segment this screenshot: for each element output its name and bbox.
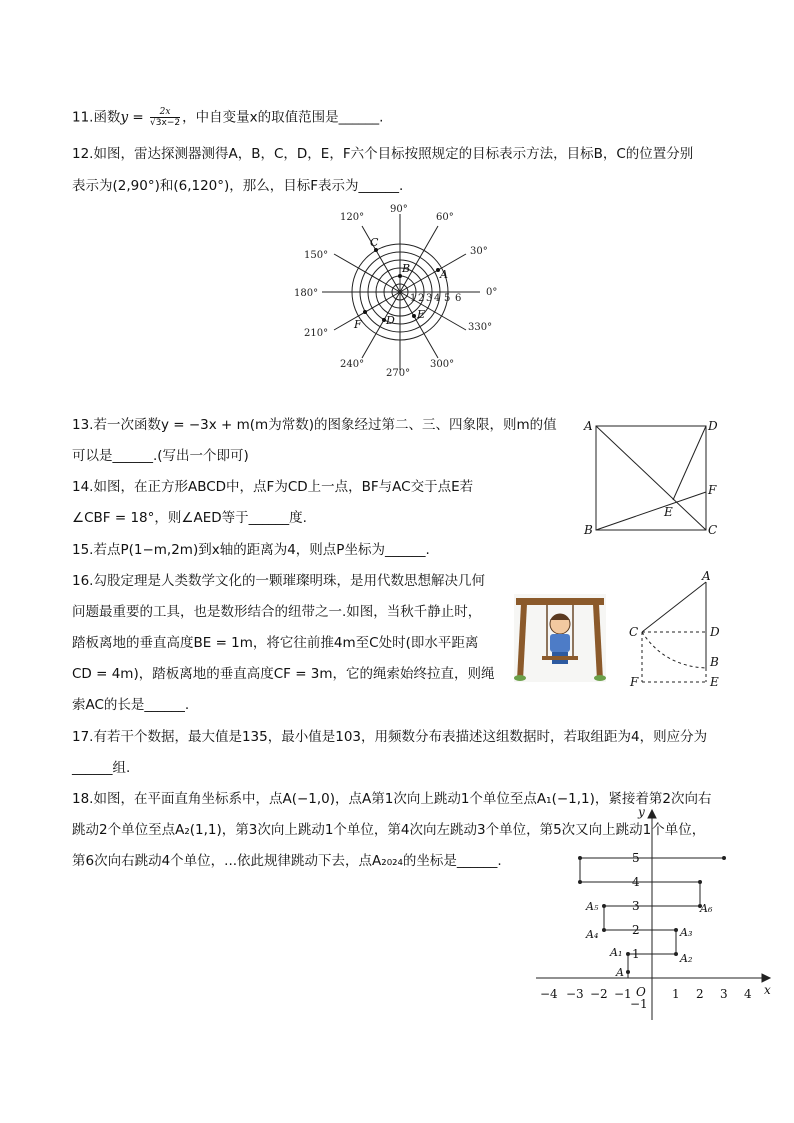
radar-diagram bbox=[290, 200, 510, 380]
q11-numerator: 2x bbox=[150, 107, 180, 118]
ytick-3: 3 bbox=[632, 899, 640, 913]
pt-A: A bbox=[616, 966, 624, 979]
q15-line: 15.若点P(1−m,2m)到x轴的距离为4，则点P坐标为______. bbox=[72, 542, 430, 558]
angle-0: 0° bbox=[486, 287, 498, 298]
angle-210: 210° bbox=[304, 328, 329, 339]
angle-180: 180° bbox=[294, 288, 319, 299]
q16-line-4: CD = 4m)，踏板离地的垂直高度CF = 3m，它的绳索始终拉直，则绳 bbox=[72, 666, 495, 682]
ring-5: 5 bbox=[444, 293, 451, 304]
point-E: E bbox=[417, 308, 426, 321]
q18-line-3: 第6次向右跳动4个单位，...依此规律跳动下去，点A₂₀₂₄的坐标是______. bbox=[72, 853, 502, 869]
angle-120: 120° bbox=[340, 212, 365, 223]
sw-label-C: C bbox=[629, 625, 639, 639]
pt-A4: A₄ bbox=[586, 928, 599, 941]
origin-label: O bbox=[636, 985, 646, 999]
sw-label-D: D bbox=[710, 625, 720, 639]
q16-line-5: 索AC的长是______. bbox=[72, 697, 190, 713]
ring-3: 3 bbox=[426, 293, 433, 304]
q14-line-1: 14.如图，在正方形ABCD中，点F为CD上一点，BF与AC交于点E若 bbox=[72, 479, 474, 495]
sq-label-A: A bbox=[584, 419, 593, 433]
q13-line-2: 可以是______.(写出一个即可) bbox=[72, 448, 249, 464]
swing-illustration bbox=[514, 594, 606, 682]
ytick-5: 5 bbox=[632, 851, 640, 865]
angle-330: 330° bbox=[468, 322, 493, 333]
xtick-2: 2 bbox=[696, 987, 704, 1001]
ring-2: 2 bbox=[418, 293, 425, 304]
angle-60: 60° bbox=[436, 212, 454, 223]
q14-line-2: ∠CBF = 18°，则∠AED等于______度. bbox=[72, 510, 307, 526]
sw-label-A: A bbox=[702, 569, 711, 583]
q11-text: ，中自变量x的取值范围是______. bbox=[182, 109, 384, 126]
q16-line-1: 16.勾股定理是人类数学文化的一颗璀璨明珠，是用代数思想解决几何 bbox=[72, 573, 485, 589]
pt-A3: A₃ bbox=[680, 926, 693, 939]
sw-label-B: B bbox=[710, 655, 719, 669]
axis-y-label: y bbox=[638, 805, 645, 819]
q13-line-1: 13.若一次函数y = −3x + m(m为常数)的图象经过第二、三、四象限，则m的值 bbox=[72, 417, 557, 433]
q11-eq: = bbox=[128, 109, 149, 126]
angle-30: 30° bbox=[470, 246, 488, 257]
square-diagram bbox=[582, 416, 722, 540]
q12-line-2: 表示为(2,90°)和(6,120°)，那么，目标F表示为______. bbox=[72, 178, 404, 194]
point-D: D bbox=[386, 314, 395, 327]
sq-label-C: C bbox=[708, 523, 718, 537]
swing-geometry bbox=[624, 568, 724, 692]
q17-line-1: 17.有若干个数据，最大值是135，最小值是103，用频数分布表描述这组数据时，若取组距为4，则应分为 bbox=[72, 729, 708, 745]
pt-A2: A₂ bbox=[680, 952, 693, 965]
pt-A1: A₁ bbox=[610, 946, 623, 959]
ring-6: 6 bbox=[455, 293, 462, 304]
question-11 bbox=[72, 107, 383, 128]
ring-4: 4 bbox=[434, 293, 441, 304]
q17-line-2: ______组. bbox=[72, 760, 131, 776]
q11-prefix: 11.函数 bbox=[72, 109, 121, 126]
angle-240: 240° bbox=[340, 359, 365, 370]
ring-1: 1 bbox=[410, 293, 417, 304]
q18-line-1: 18.如图，在平面直角坐标系中，点A(−1,0)，点A第1次向上跳动1个单位至点A₁(−1,1)，紧接着第2次向右 bbox=[72, 791, 712, 807]
xtick-1: 1 bbox=[672, 987, 680, 1001]
angle-90: 90° bbox=[390, 204, 408, 215]
angle-150: 150° bbox=[304, 250, 329, 261]
q12-line-1: 12.如图，雷达探测器测得A，B，C，D，E，F六个目标按照规定的目标表示方法，目标B，C的位置分别 bbox=[72, 146, 694, 162]
point-B: B bbox=[402, 262, 411, 275]
q11-y: y bbox=[120, 109, 129, 126]
sq-label-E: E bbox=[664, 505, 673, 519]
pt-A6: A₆ bbox=[700, 902, 713, 915]
q11-fraction bbox=[150, 107, 180, 128]
point-A: A bbox=[440, 268, 448, 281]
sw-label-E: E bbox=[710, 675, 719, 689]
xtick--1: −1 bbox=[614, 987, 632, 1001]
ytick-4: 4 bbox=[632, 875, 640, 889]
xtick-4: 4 bbox=[744, 987, 752, 1001]
ytick-2: 2 bbox=[632, 923, 640, 937]
xtick-3: 3 bbox=[720, 987, 728, 1001]
q11-denominator: √3x−2 bbox=[150, 118, 181, 128]
q18-line-2: 跳动2个单位至点A₂(1,1)，第3次向上跳动1个单位，第4次向左跳动3个单位，第5次又向上跳动1个单位， bbox=[72, 822, 706, 838]
point-C: C bbox=[370, 236, 379, 249]
angle-300: 300° bbox=[430, 359, 455, 370]
coordinate-grid bbox=[532, 806, 782, 1026]
xtick--3: −3 bbox=[566, 987, 584, 1001]
ytick--1: −1 bbox=[630, 997, 648, 1011]
xtick--4: −4 bbox=[540, 987, 558, 1001]
sq-label-D: D bbox=[708, 419, 718, 433]
ytick-1: 1 bbox=[632, 947, 640, 961]
q16-line-3: 踏板离地的垂直高度BE = 1m，将它往前推4m至C处时(即水平距离 bbox=[72, 635, 479, 651]
angle-270: 270° bbox=[386, 368, 411, 379]
axis-x-label: x bbox=[764, 983, 771, 997]
sq-label-B: B bbox=[584, 523, 593, 537]
sq-label-F: F bbox=[708, 483, 717, 497]
point-F: F bbox=[354, 318, 362, 331]
xtick--2: −2 bbox=[590, 987, 608, 1001]
sw-label-F: F bbox=[630, 675, 639, 689]
pt-A5: A₅ bbox=[586, 900, 599, 913]
q16-line-2: 问题最重要的工具，也是数形结合的纽带之一.如图，当秋千静止时， bbox=[72, 604, 482, 620]
